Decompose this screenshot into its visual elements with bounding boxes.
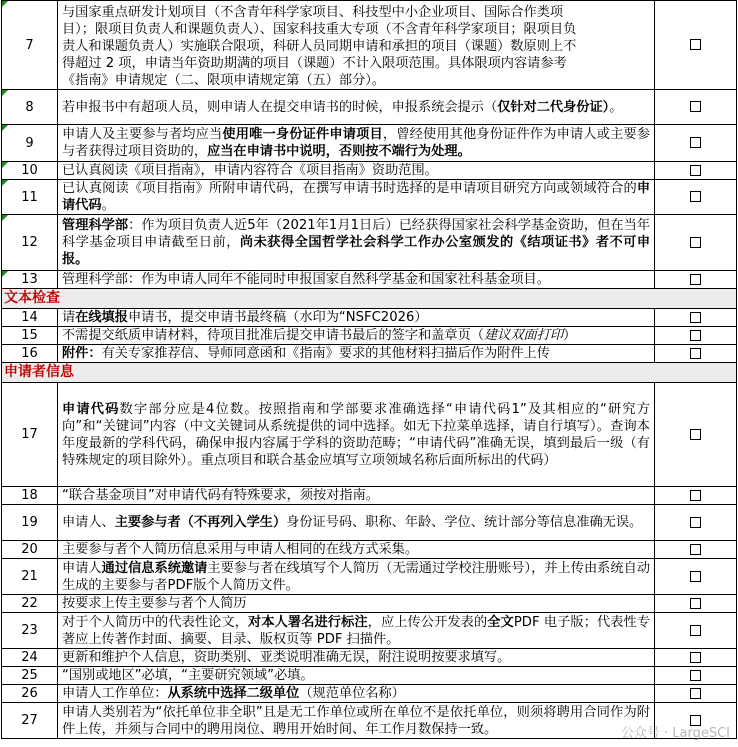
table-row	[2, 327, 737, 345]
section-header-applicant-info	[2, 363, 737, 383]
table-row	[2, 649, 737, 667]
table-row	[2, 180, 737, 215]
table-row	[2, 505, 737, 541]
comment-marker-icon	[2, 90, 8, 96]
checkbox-icon	[690, 544, 701, 555]
checkbox-icon	[690, 517, 701, 528]
row-text: 对于个人简历中的代表性论文，对本人署名进行标注，应上传公开发表的全文PDF 电子版；代表性专著应上传著作封面、摘要、目录、版权页等 PDF 扫描件。	[58, 613, 655, 649]
checkbox[interactable]	[655, 685, 737, 703]
row-number: 18	[2, 487, 58, 505]
section-header-text-check	[2, 289, 737, 309]
checkbox[interactable]	[655, 487, 737, 505]
row-number: 23	[2, 613, 58, 649]
row-text: “国别或地区”必填，“主要研究领域”必填。	[58, 667, 655, 685]
checkbox[interactable]	[655, 1, 737, 90]
row-text: 附件：有关专家推荐信、导师同意函和《指南》要求的其他材料扫描后作为附件上传	[58, 345, 655, 363]
row-number: 22	[2, 595, 58, 613]
row-text: 申请人工作单位：从系统中选择二级单位（规范单位名称）	[58, 685, 655, 703]
row-number: 20	[2, 541, 58, 559]
row-text: 申请人、主要参与者（不再列入学生）身份证号码、职称、年龄、学位、统计部分等信息准确无误。	[58, 505, 655, 541]
row-number: 11	[2, 180, 58, 215]
table-row	[2, 487, 737, 505]
row-text: 已认真阅读《项目指南》所附申请代码，在撰写申请书时选择的是申请项目研究方向或领域符合的申请代码。	[58, 180, 655, 215]
checkbox-icon	[690, 274, 701, 285]
row-text: 与国家重点研发计划项目（不含青年科学家项目、科技型中小企业项目、国际合作类项 目）；限项目负责人和课题负责人）、国家科技重大专项（不含青年科学家项目；限项目负 责人和课题负责人）实施联合限项，科研人员同期申请和承担的项目（课题）数原则上不 得超过 2 项，申请当年资助期满的项目（课题）不计入限项范围。具体限项内容请参考 《指南》申请规定（二、限项申请规定第（五）部分）。	[58, 1, 655, 90]
row-text: “联合基金项目”对申请代码有特殊要求，须按对指南。	[58, 487, 655, 505]
row-number: 13	[2, 271, 58, 289]
section-title: 文本检查	[2, 289, 737, 309]
checkbox[interactable]	[655, 667, 737, 685]
table-row	[2, 383, 737, 487]
row-number: 8	[2, 90, 58, 125]
checkbox-icon	[690, 237, 701, 248]
checkbox[interactable]	[655, 559, 737, 595]
table-row	[2, 125, 737, 162]
row-number: 25	[2, 667, 58, 685]
checkbox-icon	[690, 598, 701, 609]
section-title: 申请者信息	[2, 363, 737, 383]
checkbox[interactable]	[655, 215, 737, 271]
checkbox[interactable]	[655, 327, 737, 345]
row-number: 10	[2, 162, 58, 180]
row-number: 24	[2, 649, 58, 667]
row-text: 请在线填报申请书，提交申请书最终稿（水印为“NSFC2026）	[58, 309, 655, 327]
row-text: 若申报书中有超项人员，则申请人在提交申请书的时候，申报系统会提示（仅针对二代身份证）。	[58, 90, 655, 125]
table-row	[2, 309, 737, 327]
row-number: 15	[2, 327, 58, 345]
watermark: 公众号 · LargeSCI	[620, 726, 730, 741]
table-row	[2, 162, 737, 180]
checkbox[interactable]	[655, 90, 737, 125]
row-text: 管理科学部：作为申请人同年不能同时申报国家自然科学基金和国家社科基金项目。	[58, 271, 655, 289]
checkbox[interactable]	[655, 541, 737, 559]
row-number: 19	[2, 505, 58, 541]
comment-marker-icon	[2, 180, 8, 186]
comment-marker-icon	[2, 125, 8, 131]
checkbox-icon	[690, 330, 701, 341]
checkbox-icon	[690, 571, 701, 582]
checkbox-icon	[690, 137, 701, 148]
row-number: 17	[2, 383, 58, 487]
checklist-table	[1, 0, 737, 739]
row-text: 申请代码数字部分应是4位数。按照指南和学部要求准确选择“申请代码1”及其相应的“研究方向”和“关键词”内容（中文关键词从系统提供的词中选择。如无下拉菜单选择，请自行填写）。查询本年度最新的学科代码，确保申报内容属于学科的资助范畴；“申请代码”准确无误，填到最后一级（有特殊规定的项目除外）。重点项目和联合基金应填写立项领域名称后面所标出的代码）	[58, 383, 655, 487]
table-row	[2, 667, 737, 685]
row-number: 7	[2, 1, 58, 90]
table-row	[2, 271, 737, 289]
checkbox-icon	[690, 165, 701, 176]
checkbox-icon	[690, 652, 701, 663]
table-row	[2, 1, 737, 90]
row-number: 12	[2, 215, 58, 271]
table-row	[2, 90, 737, 125]
checkbox[interactable]	[655, 345, 737, 363]
checkbox[interactable]	[655, 271, 737, 289]
row-text: 按要求上传主要参与者个人简历	[58, 595, 655, 613]
checkbox[interactable]	[655, 309, 737, 327]
row-text: 已认真阅读《项目指南》，申请内容符合《项目指南》资助范围。	[58, 162, 655, 180]
comment-marker-icon	[2, 162, 8, 168]
comment-marker-icon	[2, 215, 8, 221]
row-text: 主要参与者个人简历信息采用与申请人相同的在线方式采集。	[58, 541, 655, 559]
checkbox-icon	[690, 191, 701, 202]
checkbox[interactable]	[655, 125, 737, 162]
checkbox-icon	[690, 670, 701, 681]
checkbox-icon	[690, 490, 701, 501]
checkbox[interactable]	[655, 613, 737, 649]
checkbox[interactable]	[655, 383, 737, 487]
table-row	[2, 613, 737, 649]
table-row	[2, 685, 737, 703]
checkbox[interactable]	[655, 595, 737, 613]
row-number: 26	[2, 685, 58, 703]
row-number: 21	[2, 559, 58, 595]
row-text: 申请人类别若为“依托单位非全职”且是无工作单位或所在单位不是依托单位，则须将聘用合同作为附件上传，并须与合同中的聘用岗位、聘用开始时间、年工作月数保持一致。	[58, 703, 655, 739]
row-text: 申请人及主要参与者均应当使用唯一身份证件申请项目，曾经使用其他身份证件作为申请人或主要参与者获得过项目资助的，应当在申请书中说明，否则按不端行为处理。	[58, 125, 655, 162]
table-row	[2, 595, 737, 613]
checkbox-icon	[690, 312, 701, 323]
table-row	[2, 559, 737, 595]
row-text: 不需提交纸质申请材料，待项目批准后提交申请书最后的签字和盖章页（建议双面打印）	[58, 327, 655, 345]
row-number: 14	[2, 309, 58, 327]
row-text: 管理科学部：作为项目负责人近5年（2021年1月1日后）已经获得国家社会科学基金资助，但在当年科学基金项目申请截至日前，尚未获得全国哲学社会科学工作办公室颁发的《结项证书》者不可申报。	[58, 215, 655, 271]
checkbox[interactable]	[655, 649, 737, 667]
table-row	[2, 541, 737, 559]
comment-marker-icon	[2, 1, 8, 7]
checkbox-icon	[690, 348, 701, 359]
table-row	[2, 215, 737, 271]
row-number: 9	[2, 125, 58, 162]
row-text: 申请人通过信息系统邀请主要参与者在线填写个人简历（无需通过学校注册账号），并上传由系统自动生成的主要参与者PDF版个人简历文件。	[58, 559, 655, 595]
row-text: 更新和维护个人信息，资助类别、亚类说明准确无误，附注说明按要求填写。	[58, 649, 655, 667]
row-number: 27	[2, 703, 58, 739]
checkbox-icon	[690, 625, 701, 636]
checkbox[interactable]	[655, 180, 737, 215]
checkbox-icon	[690, 101, 701, 112]
table-row	[2, 345, 737, 363]
checkbox-icon	[690, 39, 701, 50]
checkbox-icon	[690, 688, 701, 699]
comment-marker-icon	[2, 271, 8, 277]
checkbox[interactable]	[655, 162, 737, 180]
checkbox-icon	[690, 429, 701, 440]
checkbox[interactable]	[655, 505, 737, 541]
row-number: 16	[2, 345, 58, 363]
